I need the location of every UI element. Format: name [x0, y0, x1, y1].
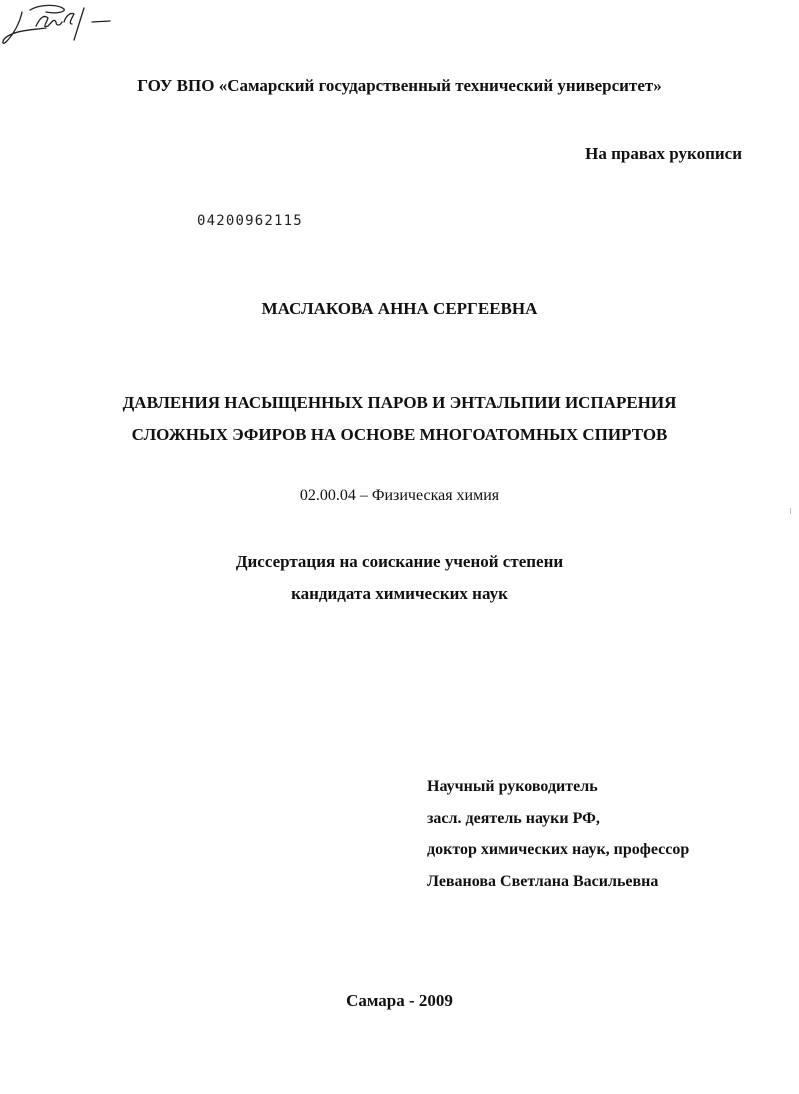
supervisor-honor: засл. деятель науки РФ, [427, 809, 600, 827]
supervisor-degree: доктор химических наук, профессор [427, 841, 690, 858]
supervisor-name: Леванова Светлана Васильевна [427, 872, 659, 890]
university-name: ГОУ ВПО «Самарский государственный технический университет» [137, 76, 662, 95]
author-signature-icon [0, 0, 112, 50]
rights-notice: На правах рукописи [585, 144, 742, 163]
degree-line: Диссертация на соискание ученой степени [235, 552, 564, 571]
specialty: 02.00.04 – Физическая химия [299, 487, 500, 504]
scan-speck [790, 508, 791, 514]
thesis-title-line: ДАВЛЕНИЯ НАСЫЩЕННЫХ ПАРОВ И ЭНТАЛЬПИИ ИСПАРЕНИЯ [122, 393, 677, 412]
inventory-number: 04200962115 [197, 213, 303, 229]
thesis-title-line: СЛОЖНЫХ ЭФИРОВ НА ОСНОВЕ МНОГОАТОМНЫХ СПИРТОВ [131, 425, 668, 444]
city-year: Самара - 2009 [346, 991, 453, 1010]
supervisor-label: Научный руководитель [427, 778, 598, 795]
author-name: МАСЛАКОВА АННА СЕРГЕЕВНА [261, 299, 538, 318]
degree-line: кандидата химических наук [291, 584, 508, 603]
supervisor-block [427, 771, 689, 897]
